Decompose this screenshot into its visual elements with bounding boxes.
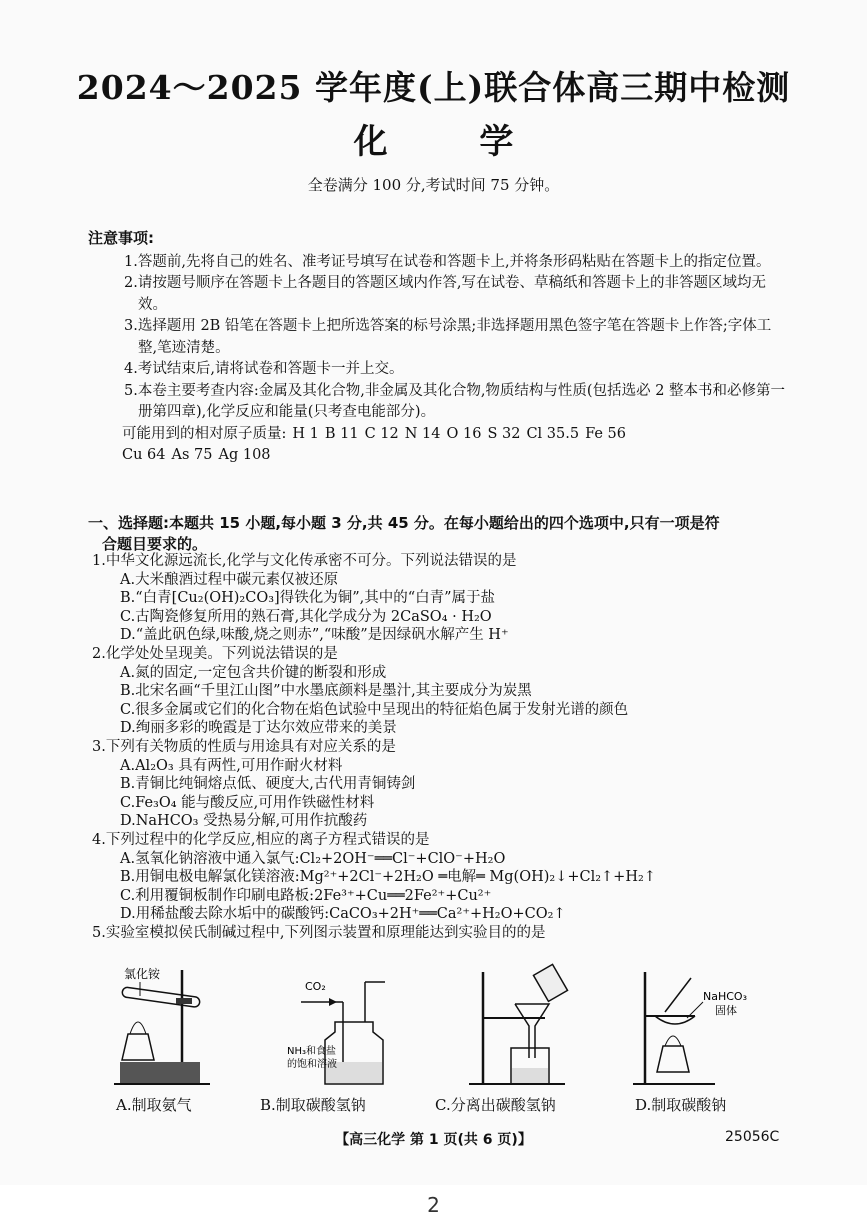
figure-caption-a: A.制取氨气 <box>116 1096 192 1114</box>
notice-item: 2.请按题号顺序在答题卡上各题目的答题区域内作答,写在试卷、草稿纸和答题卡上的非答题区域均无效。 <box>124 275 766 313</box>
question-4 <box>92 831 812 924</box>
notice-item: 1.答题前,先将自己的姓名、准考证号填写在试卷和答题卡上,并将条形码粘贴在答题卡上的指定位置。 <box>124 253 771 270</box>
clamp <box>176 998 192 1004</box>
atom-mass: B 11 <box>324 425 359 442</box>
filtrate <box>512 1068 548 1083</box>
question-stem: 1.中华文化源远流长,化学与文化传承密不可分。下列说法错误的是 <box>92 553 517 569</box>
atom-mass: Fe 56 <box>585 425 627 442</box>
test-tube <box>122 987 201 1008</box>
notice-heading: 注意事项: <box>88 229 154 247</box>
paper-code: 25056C <box>725 1129 780 1145</box>
apparatus-a-diagram <box>100 962 230 1092</box>
answer-option: B.“白青[Cu₂(OH)₂CO₃]得铁化为铜”,其中的“白青”属于盐 <box>120 590 496 607</box>
alcohol-lamp <box>122 1034 154 1060</box>
notice-item: 3.选择题用 2B 铅笔在答题卡上把所选答案的标号涂黑;非选择题用黑色签字笔在答题卡上作答;字体工整,笔迹清楚。 <box>124 318 772 356</box>
apparatus-d-diagram <box>625 962 775 1092</box>
glass-rod <box>665 978 691 1012</box>
atom-mass: Cu 64 <box>122 447 166 463</box>
answer-option: C.Fe₃O₄ 能与酸反应,可用作铁磁性材料 <box>120 794 375 811</box>
notice-block <box>88 228 788 467</box>
answer-option: B.北宋名画“千里江山图”中水墨底颜料是墨汁,其主要成分为炭黑 <box>120 683 532 700</box>
answer-option: B.青铜比纯铜熔点低、硬度大,古代用青铜铸剑 <box>120 776 416 793</box>
figure-caption-b: B.制取碳酸氢钠 <box>260 1096 366 1114</box>
reagent-label: NaHCO₃ <box>703 990 747 1003</box>
atom-mass: N 14 <box>404 425 441 442</box>
exam-meta: 全卷满分 100 分,考试时间 75 分钟。 <box>307 176 560 194</box>
lamp-base <box>120 1062 200 1084</box>
question-5 <box>92 924 812 943</box>
atom-mass: S 32 <box>487 425 521 442</box>
solution-label: 的饱和溶液 <box>287 1059 337 1070</box>
question-stem: 3.下列有关物质的性质与用途具有对应关系的是 <box>92 738 396 755</box>
answer-option: C.古陶瓷修复所用的熟石膏,其化学成分为 2CaSO₄ · H₂O <box>120 608 492 625</box>
question-3 <box>92 738 812 831</box>
apparatus-c-diagram <box>455 962 585 1092</box>
section-line: 合题目要求的。 <box>102 535 208 553</box>
question-2 <box>92 645 812 738</box>
atom-mass: As 75 <box>171 447 213 463</box>
atom-mass: C 12 <box>364 425 399 442</box>
question-1 <box>92 552 812 645</box>
alcohol-lamp <box>657 1046 689 1072</box>
atomic-masses-label: 可能用到的相对原子质量: <box>122 425 287 442</box>
answer-option: D.用稀盐酸去除水垢中的碳酸钙:CaCO₃+2H⁺══Ca²⁺+H₂O+CO₂↑ <box>120 906 566 923</box>
question-stem: 2.化学处处呈现美。下列说法错误的是 <box>92 645 338 662</box>
atomic-masses <box>88 424 788 467</box>
beaker-pour <box>533 964 567 1001</box>
answer-option: A.Al₂O₃ 具有两性,可用作耐火材料 <box>120 757 343 774</box>
atom-mass: O 16 <box>446 425 482 442</box>
funnel <box>515 1004 529 1058</box>
question-stem: 5.实验室模拟侯氏制碱过程中,下列图示装置和原理能达到实验目的的是 <box>92 924 546 941</box>
answer-option: A.氢氧化钠溶液中通入氯气:Cl₂+2OH⁻══Cl⁻+ClO⁻+H₂O <box>120 850 506 867</box>
arrow-icon <box>329 998 337 1006</box>
figure-caption-d: D.制取碳酸钠 <box>635 1096 727 1114</box>
notice-item: 4.考试结束后,请将试卷和答题卡一并上交。 <box>124 361 404 377</box>
answer-option: A.大米酿酒过程中碳元素仅被还原 <box>120 571 339 588</box>
answer-option: C.很多金属或它们的化合物在焰色试验中呈现出的特征焰色属于发射光谱的颜色 <box>120 701 629 718</box>
answer-option: D.“盖此矾色绿,味酸,烧之则赤”,“味酸”是因绿矾水解产生 H⁺ <box>120 627 509 644</box>
apparatus-b-diagram <box>285 962 415 1092</box>
answer-option: B.用铜电极电解氯化镁溶液:Mg²⁺+2Cl⁻+2H₂O ═电解═ Mg(OH)₂↓+Cl₂↑+H₂↑ <box>120 869 656 886</box>
page-number: 2 <box>427 1193 440 1217</box>
page-footer: 【高三化学 第 1 页(共 6 页)】 <box>335 1132 532 1148</box>
notice-item: 5.本卷主要考查内容:金属及其化合物,非金属及其化合物,物质结构与性质(包括选必 2 整本书和必修第一册第四章),化学反应和能量(只考查电能部分)。 <box>124 382 786 420</box>
solution-label: NH₃和食盐 <box>287 1046 337 1057</box>
atom-mass: H 1 <box>292 425 319 442</box>
subject-title: 化 学 <box>353 122 554 162</box>
atom-mass: Ag 108 <box>218 447 271 463</box>
evaporating-dish <box>655 1016 695 1024</box>
flame-icon <box>665 1036 681 1046</box>
atom-mass: Cl 35.5 <box>526 425 580 442</box>
reagent-label: 固体 <box>715 1004 737 1017</box>
question-stem: 4.下列过程中的化学反应,相应的离子方程式错误的是 <box>92 831 430 848</box>
section-line: 一、选择题:本题共 15 小题,每小题 3 分,共 45 分。在每小题给出的四个选项中,只有一项是符 <box>88 514 720 532</box>
section-heading <box>88 513 788 555</box>
flame-icon <box>130 1022 146 1034</box>
question-list <box>92 552 812 942</box>
figure-caption-c: C.分离出碳酸氢钠 <box>435 1096 556 1114</box>
answer-option: C.利用覆铜板制作印刷电路板:2Fe³⁺+Cu══2Fe²⁺+Cu²⁺ <box>120 887 492 904</box>
apparatus-label: 氯化铵 <box>124 967 161 981</box>
gas-label: CO₂ <box>305 980 326 993</box>
answer-option: D.NaHCO₃ 受热易分解,可用作抗酸药 <box>120 813 368 830</box>
answer-option: D.绚丽多彩的晚霞是丁达尔效应带来的美景 <box>120 720 397 737</box>
answer-option: A.氮的固定,一定包含共价键的断裂和形成 <box>120 664 387 681</box>
apparatus-figures <box>100 962 780 1122</box>
exam-title: 2024～2025 学年度(上)联合体高三期中检测 <box>76 68 791 107</box>
